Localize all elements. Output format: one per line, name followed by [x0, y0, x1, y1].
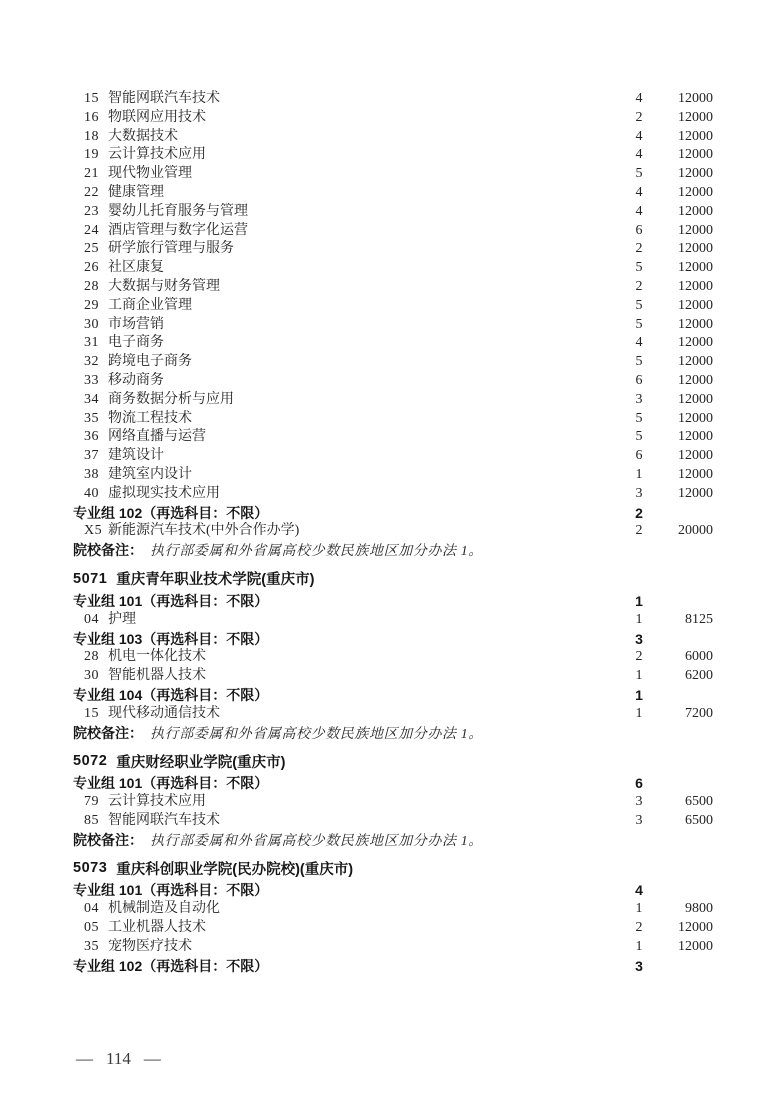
major-row [73, 447, 713, 466]
major-row [73, 203, 713, 222]
plan-count: 4 [635, 128, 643, 144]
major-row [73, 165, 713, 184]
major-group-header [73, 686, 713, 705]
major-code: 79 [84, 794, 99, 810]
major-row [73, 410, 713, 429]
tuition-fee: 12000 [678, 920, 713, 936]
group-plan-count: 3 [635, 957, 643, 974]
plan-count: 6 [635, 372, 643, 388]
major-name: 机电一体化技术 [108, 649, 206, 665]
tuition-fee: 12000 [678, 448, 713, 464]
remark-text: 执行部委属和外省属高校少数民族地区加分办法 1。 [150, 833, 483, 849]
major-code: 30 [84, 316, 99, 332]
plan-count: 4 [635, 335, 643, 351]
major-group-label: 专业组 101（再选科目：不限） [73, 775, 269, 792]
group-plan-count: 1 [635, 686, 643, 703]
institution-remark [73, 541, 713, 560]
major-row [73, 667, 713, 686]
major-row [73, 128, 713, 147]
page-number: 114 [106, 1049, 131, 1068]
major-name: 护理 [108, 611, 136, 627]
major-name: 市场营销 [108, 316, 164, 332]
major-name: 移动商务 [108, 372, 164, 388]
tuition-fee: 9800 [685, 901, 713, 917]
major-row [73, 793, 713, 812]
major-name: 智能网联汽车技术 [108, 91, 220, 106]
plan-count: 4 [635, 203, 643, 219]
plan-count: 5 [635, 316, 643, 332]
remark-label: 院校备注： [73, 542, 143, 559]
major-row [73, 938, 713, 957]
major-name: 宠物医疗技术 [108, 938, 192, 954]
major-code: 40 [84, 485, 99, 501]
tuition-fee: 12000 [678, 203, 713, 219]
major-name: 工业机器人技术 [108, 920, 206, 936]
plan-count: 4 [635, 91, 643, 106]
major-name: 现代物业管理 [108, 166, 192, 182]
major-code: X5 [84, 523, 103, 539]
major-row [73, 334, 713, 353]
major-code: 15 [84, 705, 99, 721]
institution-code: 5072 [73, 753, 108, 770]
plan-count: 2 [635, 109, 643, 125]
tuition-fee: 12000 [678, 372, 713, 388]
major-code: 36 [84, 429, 99, 445]
tuition-fee: 12000 [678, 147, 713, 163]
major-row [73, 705, 713, 724]
major-row [73, 812, 713, 831]
tuition-fee: 12000 [678, 278, 713, 294]
major-code: 23 [84, 203, 99, 219]
major-group-header [73, 774, 713, 793]
remark-label: 院校备注： [73, 831, 143, 848]
major-name: 建筑设计 [108, 448, 164, 464]
major-name: 建筑室内设计 [108, 466, 192, 482]
plan-count: 1 [635, 611, 643, 627]
major-code: 26 [84, 260, 99, 276]
remark-text: 执行部委属和外省属高校少数民族地区加分办法 1。 [150, 544, 483, 560]
major-row [73, 259, 713, 278]
major-group-label: 专业组 101（再选科目：不限） [73, 592, 269, 609]
major-name: 电子商务 [108, 335, 164, 351]
major-name: 大数据技术 [108, 128, 178, 144]
major-row [73, 428, 713, 447]
tuition-fee: 12000 [678, 184, 713, 200]
major-code: 38 [84, 466, 99, 482]
major-code: 35 [84, 410, 99, 426]
major-row [73, 109, 713, 128]
tuition-fee: 12000 [678, 128, 713, 144]
major-code: 34 [84, 391, 99, 407]
plan-listing [73, 90, 713, 975]
tuition-fee: 6500 [685, 794, 713, 810]
tuition-fee: 8125 [685, 611, 713, 627]
footer-dash-left: — [76, 1049, 93, 1068]
page-footer [76, 1049, 161, 1069]
major-group-header [73, 630, 713, 649]
tuition-fee: 12000 [678, 316, 713, 332]
tuition-fee: 12000 [678, 354, 713, 370]
tuition-fee: 7200 [685, 705, 713, 721]
plan-count: 5 [635, 297, 643, 313]
major-code: 85 [84, 812, 99, 828]
major-row [73, 372, 713, 391]
plan-count: 1 [635, 901, 643, 917]
institution-remark [73, 724, 713, 743]
major-row [73, 353, 713, 372]
tuition-fee: 12000 [678, 335, 713, 351]
major-name: 云计算技术应用 [108, 794, 206, 810]
footer-dash-right: — [143, 1049, 161, 1068]
tuition-fee: 12000 [678, 91, 713, 106]
tuition-fee: 6200 [685, 668, 713, 684]
plan-count: 6 [635, 222, 643, 238]
major-code: 22 [84, 184, 99, 200]
major-code: 25 [84, 241, 99, 257]
tuition-fee: 12000 [678, 391, 713, 407]
institution-name: 重庆青年职业技术学院(重庆市) [116, 572, 315, 589]
major-group-label: 专业组 104（再选科目：不限） [73, 686, 269, 703]
major-row [73, 146, 713, 165]
institution-header [73, 748, 713, 774]
plan-count: 2 [635, 649, 643, 665]
major-code: 31 [84, 335, 99, 351]
major-code: 04 [84, 611, 99, 627]
major-group-header [73, 957, 713, 976]
tuition-fee: 12000 [678, 109, 713, 125]
institution-header [73, 855, 713, 881]
major-row [73, 90, 713, 109]
major-name: 酒店管理与数字化运营 [108, 222, 248, 238]
institution-remark [73, 831, 713, 850]
plan-count: 5 [635, 354, 643, 370]
institution-name: 重庆科创职业学院(民办院校)(重庆市) [116, 861, 354, 878]
tuition-fee: 12000 [678, 466, 713, 482]
major-row [73, 297, 713, 316]
major-row [73, 919, 713, 938]
group-plan-count: 1 [635, 592, 643, 609]
major-row [73, 278, 713, 297]
plan-count: 3 [635, 794, 643, 810]
major-name: 虚拟现实技术应用 [108, 485, 220, 501]
tuition-fee: 20000 [678, 523, 713, 539]
tuition-fee: 12000 [678, 485, 713, 501]
major-name: 跨境电子商务 [108, 354, 192, 370]
tuition-fee: 12000 [678, 260, 713, 276]
major-name: 健康管理 [108, 184, 164, 200]
major-name: 物联网应用技术 [108, 109, 206, 125]
plan-count: 2 [635, 523, 643, 539]
major-code: 16 [84, 109, 99, 125]
plan-count: 3 [635, 485, 643, 501]
institution-code: 5071 [73, 570, 108, 587]
major-group-label: 专业组 103（再选科目：不限） [73, 630, 269, 647]
major-name: 现代移动通信技术 [108, 705, 220, 721]
plan-count: 1 [635, 938, 643, 954]
major-row [73, 466, 713, 485]
plan-count: 5 [635, 166, 643, 182]
plan-count: 5 [635, 260, 643, 276]
group-plan-count: 3 [635, 630, 643, 647]
major-name: 云计算技术应用 [108, 147, 206, 163]
major-group-header [73, 881, 713, 900]
major-code: 32 [84, 354, 99, 370]
tuition-fee: 12000 [678, 166, 713, 182]
major-group-header [73, 504, 713, 523]
plan-count: 5 [635, 410, 643, 426]
major-row [73, 391, 713, 410]
plan-count: 4 [635, 147, 643, 163]
major-row [73, 611, 713, 630]
major-code: 33 [84, 372, 99, 388]
major-row [73, 222, 713, 241]
major-name: 物流工程技术 [108, 410, 192, 426]
major-group-header [73, 592, 713, 611]
tuition-fee: 12000 [678, 222, 713, 238]
major-code: 28 [84, 649, 99, 665]
group-plan-count: 6 [635, 775, 643, 792]
plan-count: 2 [635, 278, 643, 294]
major-code: 21 [84, 166, 99, 182]
major-group-label: 专业组 102（再选科目：不限） [73, 504, 269, 521]
major-code: 29 [84, 297, 99, 313]
major-name: 大数据与财务管理 [108, 278, 220, 294]
major-name: 网络直播与运营 [108, 429, 206, 445]
institution-header [73, 566, 713, 592]
tuition-fee: 6500 [685, 812, 713, 828]
plan-count: 1 [635, 705, 643, 721]
tuition-fee: 12000 [678, 429, 713, 445]
plan-count: 5 [635, 429, 643, 445]
major-code: 28 [84, 278, 99, 294]
major-name: 商务数据分析与应用 [108, 391, 234, 407]
plan-count: 2 [635, 920, 643, 936]
plan-count: 4 [635, 184, 643, 200]
remark-label: 院校备注： [73, 724, 143, 741]
tuition-fee: 12000 [678, 241, 713, 257]
major-code: 30 [84, 668, 99, 684]
remark-text: 执行部委属和外省属高校少数民族地区加分办法 1。 [150, 726, 483, 742]
major-row [73, 522, 713, 541]
group-plan-count: 4 [635, 882, 643, 899]
plan-count: 1 [635, 466, 643, 482]
major-code: 37 [84, 448, 99, 464]
major-group-label: 专业组 101（再选科目：不限） [73, 882, 269, 899]
major-name: 工商企业管理 [108, 297, 192, 313]
major-code: 35 [84, 938, 99, 954]
plan-count: 6 [635, 448, 643, 464]
major-code: 19 [84, 147, 99, 163]
major-name: 新能源汽车技术(中外合作办学) [108, 523, 300, 539]
group-plan-count: 2 [635, 504, 643, 521]
institution-name: 重庆财经职业学院(重庆市) [116, 754, 286, 771]
major-code: 24 [84, 222, 99, 238]
tuition-fee: 12000 [678, 410, 713, 426]
major-row [73, 184, 713, 203]
major-code: 04 [84, 901, 99, 917]
major-name: 智能机器人技术 [108, 668, 206, 684]
major-code: 18 [84, 128, 99, 144]
major-name: 社区康复 [108, 260, 164, 276]
major-row [73, 485, 713, 504]
major-name: 研学旅行管理与服务 [108, 241, 234, 257]
major-name: 智能网联汽车技术 [108, 812, 220, 828]
major-group-label: 专业组 102（再选科目：不限） [73, 957, 269, 974]
major-name: 机械制造及自动化 [108, 901, 220, 917]
major-name: 婴幼儿托育服务与管理 [108, 203, 248, 219]
plan-count: 3 [635, 812, 643, 828]
major-code: 05 [84, 920, 99, 936]
major-row [73, 648, 713, 667]
plan-count: 3 [635, 391, 643, 407]
institution-code: 5073 [73, 860, 108, 877]
major-row [73, 240, 713, 259]
plan-count: 2 [635, 241, 643, 257]
tuition-fee: 6000 [685, 649, 713, 665]
tuition-fee: 12000 [678, 938, 713, 954]
major-code: 15 [84, 91, 99, 106]
major-row [73, 316, 713, 335]
tuition-fee: 12000 [678, 297, 713, 313]
major-row [73, 900, 713, 919]
plan-count: 1 [635, 668, 643, 684]
